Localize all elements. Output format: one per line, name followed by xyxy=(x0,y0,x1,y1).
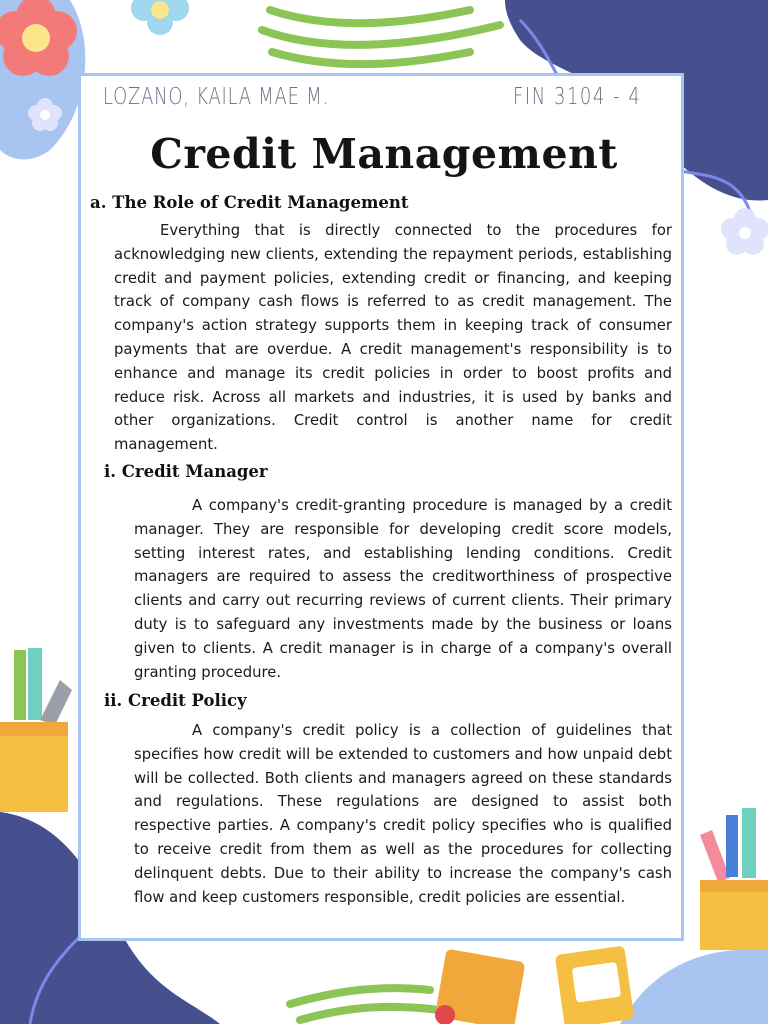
section-heading-credit-policy: ii. Credit Policy xyxy=(104,691,247,710)
author-name: LOZANO, KAILA MAE M. xyxy=(103,84,329,110)
section-body-role: Everything that is directly connected to the procedures for acknowledging new clients, extending the repayment periods, establishing credit and payment policies, extending credit or financing, and keeping track of company cash flows is referred to as credit management. The company's action strategy supports them in keeping track of consumer payments that are overdue. A credit management's responsibility is to enhance and manage its credit policies in order to boost profits and reduce risk. Across all markets and industries, it is used by banks and other organizations. Credit control is another name for credit management. xyxy=(114,222,672,454)
section-heading-credit-manager: i. Credit Manager xyxy=(104,462,268,481)
page-title: Credit Management xyxy=(150,130,618,178)
light-blue-blob-bottom-right xyxy=(620,949,768,1024)
blue-flower-top xyxy=(131,0,189,35)
pencil-cup-right xyxy=(700,808,768,950)
pencil-cup-left xyxy=(0,648,72,812)
small-flower-right xyxy=(721,208,768,255)
section-heading-role: a. The Role of Credit Management xyxy=(90,193,409,212)
section-body-credit-policy: A company's credit policy is a collection of guidelines that specifies how credit will be extended to customers and how unpaid debt will be collected. Both clients and managers agreed on these standards and regulations. These regulations are designed to assist both respective parties. A company's credit policy specifies who is qualified to receive credit from them as well as the procedures for collecting delinquent debts. Due to their ability to increase the company's cash flow and keep customers responsible, credit policies are essential. xyxy=(134,722,672,906)
course-code: FIN 3104 - 4 xyxy=(513,84,642,110)
section-body-credit-manager: A company's credit-granting procedure is managed by a credit manager. They are responsible for developing credit score models, setting interest rates, and establishing lending conditions. Credit managers are required to assess the creditworthiness of prospective clients and carry out recurring reviews of current clients. Their primary duty is to safeguard any investments made by the business or loans given to clients. A credit manager is in charge of a company's overall granting procedure. xyxy=(134,497,672,681)
green-stripes-bottom xyxy=(290,988,440,1020)
notebooks-bottom xyxy=(435,946,635,1024)
green-stripes-top xyxy=(262,10,500,64)
